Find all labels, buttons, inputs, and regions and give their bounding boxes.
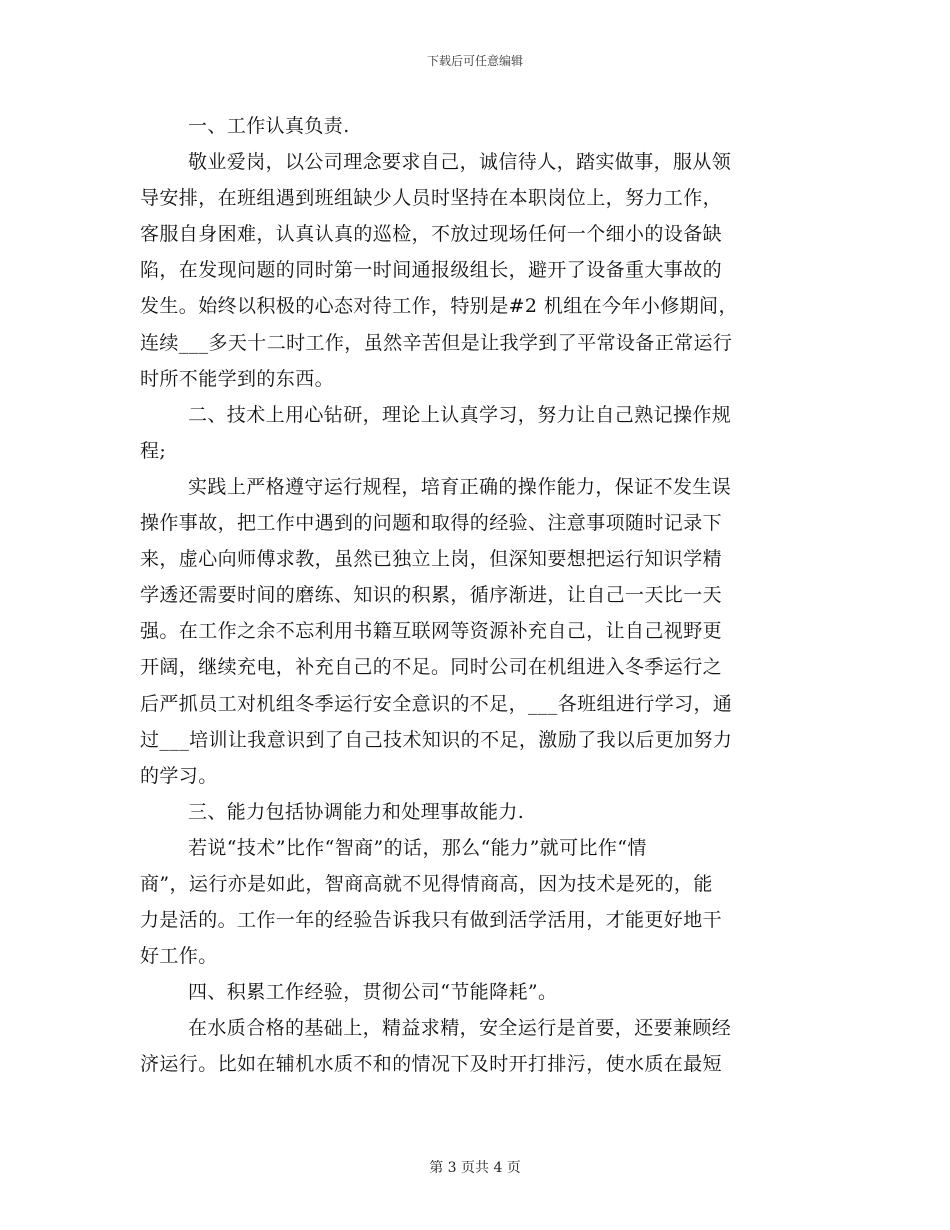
paragraph-line: 来，虚心向师傅求教，虽然已独立上岗，但深知要想把运行知识学精	[140, 548, 723, 571]
paragraph-line: 在水质合格的基础上，精益求精，安全运行是首要，还要兼顾经	[188, 1017, 732, 1040]
paragraph-line: 后严抓员工对机组冬季运行安全意识的不足，___各班组进行学习，通	[140, 692, 733, 715]
paragraph-line: 程;	[140, 439, 167, 462]
paragraph-line: 好工作。	[140, 945, 218, 968]
paragraph-line: 力是活的。工作一年的经验告诉我只有做到活学活用，才能更好地干	[140, 909, 723, 932]
paragraph-line: 时所不能学到的东西。	[140, 367, 335, 390]
paragraph-line: 导安排，在班组遇到班组缺少人员时坚持在本职岗位上，努力工作，	[140, 187, 723, 210]
page-footer: 第 3 页共 4 页	[429, 1160, 521, 1176]
paragraph-line: 操作事故，把工作中遇到的问题和取得的经验、注意事项随时记录下	[140, 512, 723, 535]
page-header: 下载后可任意编辑	[426, 54, 523, 68]
section-heading-4: 四、积累工作经验，贯彻公司“节能降耗”。	[188, 981, 558, 1004]
section-heading-3: 三、能力包括协调能力和处理事故能力.	[188, 800, 525, 823]
paragraph-line: 的学习。	[140, 764, 218, 787]
paragraph-line: 敬业爱岗，以公司理念要求自己，诚信待人，踏实做事，服从领	[188, 151, 732, 174]
paragraph-line: 学透还需要时间的磨练、知识的积累，循序渐进，让自己一天比一天	[140, 584, 723, 607]
paragraph-line: 实践上严格遵守运行规程，培育正确的操作能力，保证不发生误	[188, 475, 732, 498]
paragraph-line: 开阔，继续充电，补充自己的不足。同时公司在机组进入冬季运行之	[140, 656, 723, 679]
paragraph-line: 连续___多天十二时工作，虽然辛苦但是让我学到了平常设备正常运行	[140, 331, 733, 354]
section-heading-2: 二、技术上用心钻研，理论上认真学习，努力让自己熟记操作规	[188, 403, 732, 426]
paragraph-line: 商”，运行亦是如此，智商高就不见得情商高，因为技术是死的，能	[140, 872, 713, 895]
paragraph-line: 若说“技术”比作“智商”的话，那么“能力”就可比作“情	[188, 836, 647, 859]
paragraph-line: 济运行。比如在辅机水质不和的情况下及时开打排污，使水质在最短	[140, 1053, 723, 1076]
paragraph-line: 发生。始终以积极的心态对待工作，特别是#2 机组在今年小修期间，	[140, 295, 738, 318]
paragraph-line: 客服自身困难，认真认真的巡检，不放过现场任何一个细小的设备缺	[140, 223, 723, 246]
paragraph-line: 强。在工作之余不忘利用书籍互联网等资源补充自己，让自己视野更	[140, 620, 723, 643]
section-heading-1: 一、工作认真负责.	[188, 115, 350, 137]
paragraph-line: 过___培训让我意识到了自己技术知识的不足，激励了我以后更加努力	[140, 728, 733, 751]
paragraph-line: 陷，在发现问题的同时第一时间通报级组长，避开了设备重大事故的	[140, 259, 723, 282]
document-body	[140, 108, 820, 1083]
